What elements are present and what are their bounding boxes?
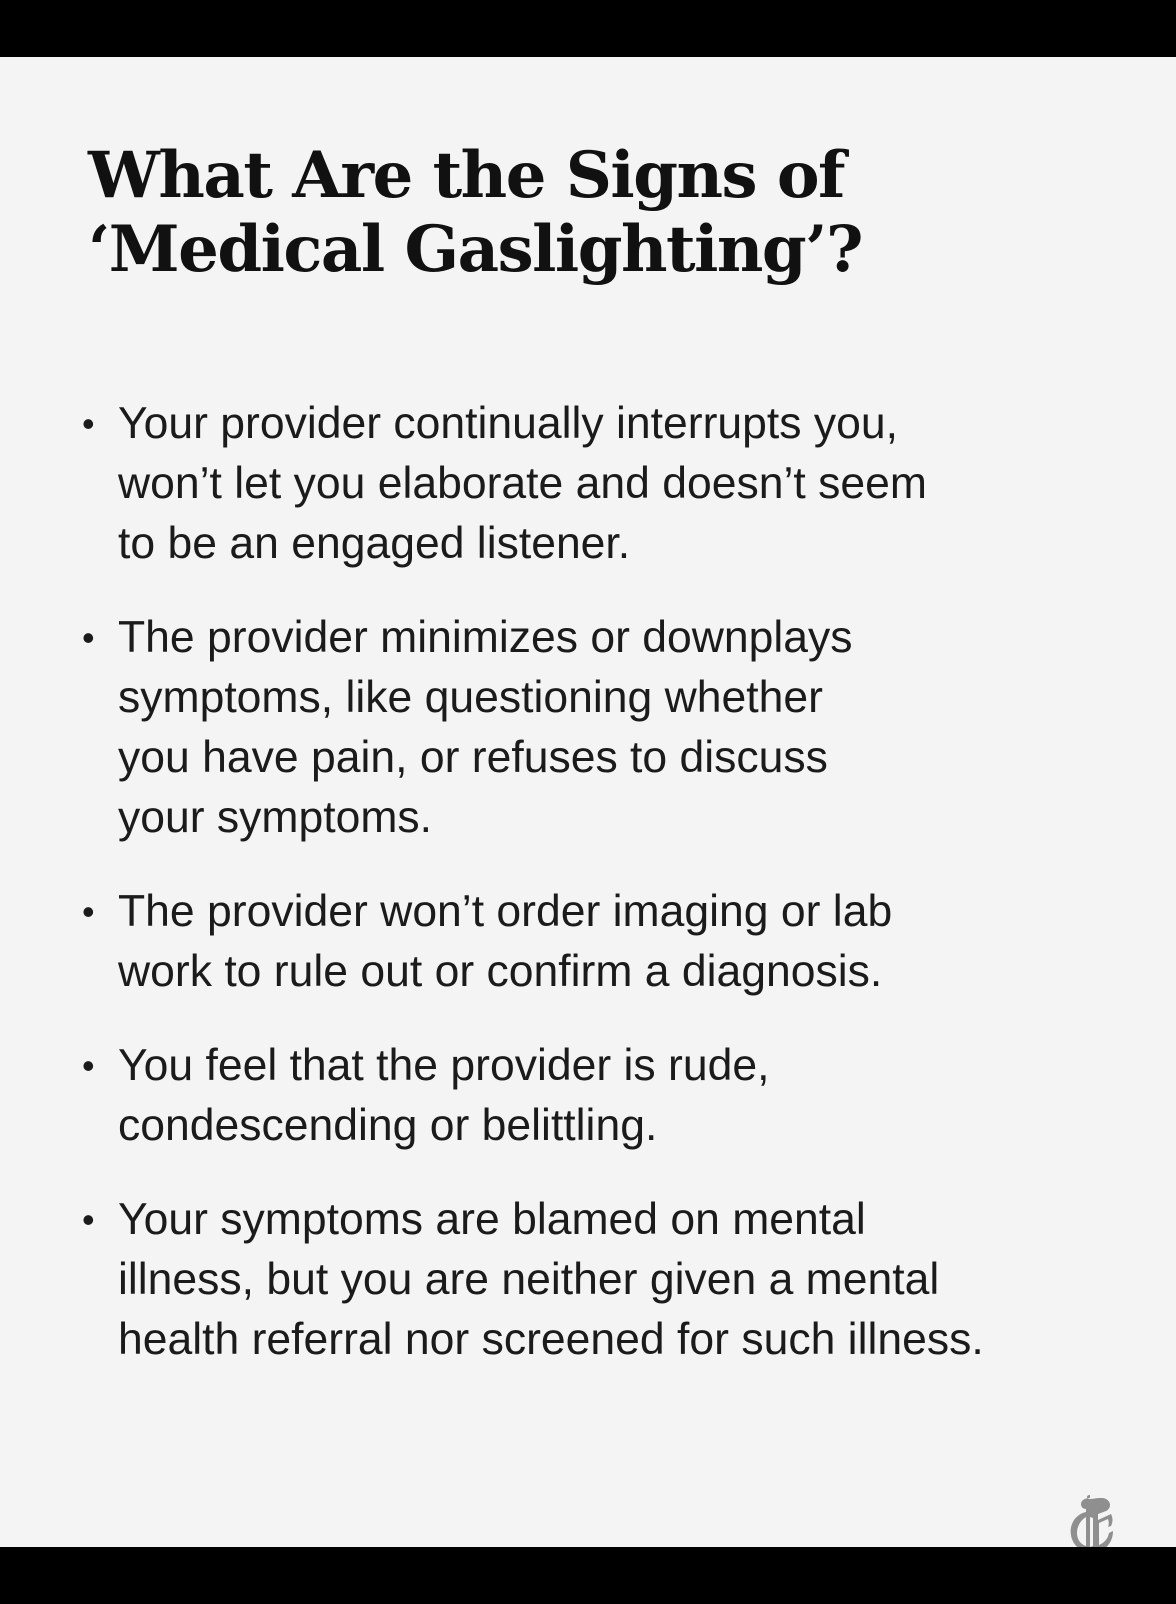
list-item-line: your symptoms. xyxy=(118,793,433,842)
signs-list xyxy=(76,394,1116,1404)
list-item-line: health referral nor screened for such illness. xyxy=(118,1315,984,1364)
article-card xyxy=(0,57,1176,1547)
title-line-2: ‘Medical Gaslighting’? xyxy=(88,212,862,287)
list-item-line: The provider won’t order imaging or lab xyxy=(118,887,893,936)
list-item xyxy=(76,1190,1116,1370)
list-item-line: illness, but you are neither given a mental xyxy=(118,1255,940,1304)
list-item xyxy=(76,394,1116,574)
list-item xyxy=(76,608,1116,848)
list-item-line: work to rule out or confirm a diagnosis. xyxy=(118,947,883,996)
list-item-line: Your symptoms are blamed on mental xyxy=(118,1195,866,1244)
page-title xyxy=(88,139,1088,287)
list-item-line: You feel that the provider is rude, xyxy=(118,1041,770,1090)
bullet-dot: • xyxy=(82,891,95,932)
bullet-dot: • xyxy=(82,617,95,658)
list-item-line: The provider minimizes or downplays xyxy=(118,613,853,662)
bullet-dot: • xyxy=(82,403,95,444)
bullet-dot: • xyxy=(82,1199,95,1240)
list-item-line: won’t let you elaborate and doesn’t seem xyxy=(118,459,927,508)
list-item xyxy=(76,1036,1116,1156)
list-item xyxy=(76,882,1116,1002)
list-item-line: you have pain, or refuses to discuss xyxy=(118,733,828,782)
list-item-line: symptoms, like questioning whether xyxy=(118,673,823,722)
bottom-black-bar xyxy=(0,1547,1176,1604)
bullet-dot: • xyxy=(82,1045,95,1086)
top-black-bar xyxy=(0,0,1176,57)
list-item-line: condescending or belittling. xyxy=(118,1101,658,1150)
title-line-1: What Are the Signs of xyxy=(88,138,845,213)
list-item-line: to be an engaged listener. xyxy=(118,519,631,568)
list-item-line: Your provider continually interrupts you, xyxy=(118,399,899,448)
